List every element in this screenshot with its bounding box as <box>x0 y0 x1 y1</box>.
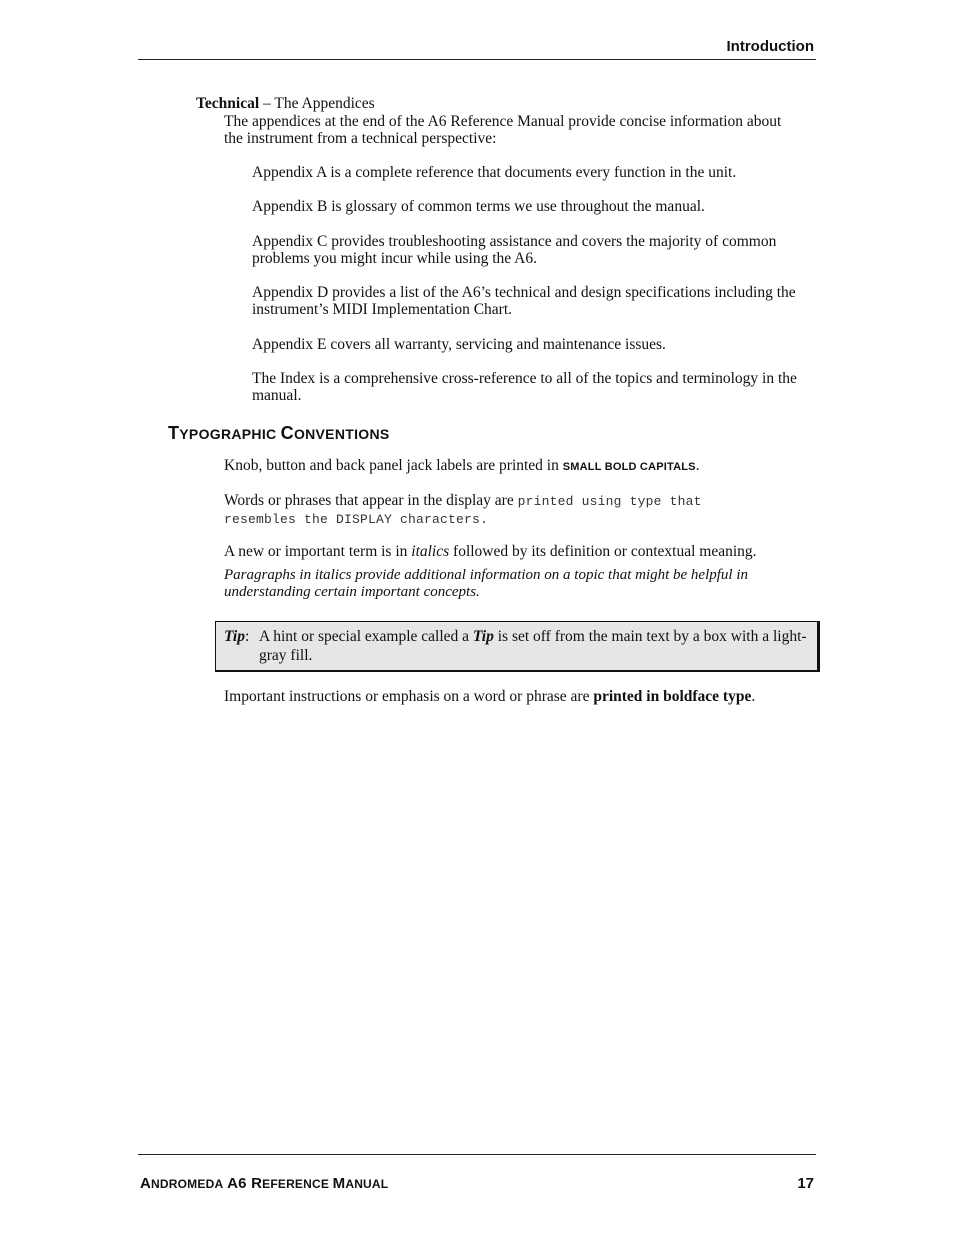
technical-heading <box>196 95 796 112</box>
display-type-sample-line1: printed using type that <box>517 494 702 509</box>
technical-subtitle: – The Appendices <box>259 95 375 112</box>
appendix-d-item: Appendix D provides a list of the A6’s technical and design specifications including the instrument’s MIDI Implementation Chart. <box>252 284 796 318</box>
appendix-a-item: Appendix A is a complete reference that documents every function in the unit. <box>252 164 737 181</box>
index-item: The Index is a comprehensive cross-reference to all of the topics and terminology in the manual. <box>252 370 797 404</box>
footer-rule <box>138 1154 816 1155</box>
tip-box <box>215 621 820 672</box>
tip-label: Tip: <box>224 628 250 645</box>
appendix-b-item: Appendix B is glossary of common terms we use throughout the manual. <box>252 198 705 215</box>
section-heading-typographic-conventions: TYPOGRAPHIC CONVENTIONS <box>168 423 390 443</box>
italics-convention: A new or important term is in italics followed by its definition or contextual meaning. <box>224 543 757 560</box>
page-number: 17 <box>797 1175 814 1192</box>
appendix-e-item: Appendix E covers all warranty, servicing and maintenance issues. <box>252 336 666 353</box>
display-type-convention: Words or phrases that appear in the display are printed using type that resembles the DISPLAY characters. <box>224 492 702 527</box>
footer-manual-title: ANDROMEDA A6 REFERENCE MANUAL <box>140 1175 389 1192</box>
technical-intro: The appendices at the end of the A6 Reference Manual provide concise information about the instrument from a technical perspective: <box>224 113 782 147</box>
boldface-convention: Important instructions or emphasis on a word or phrase are printed in boldface type. <box>224 688 756 705</box>
small-bold-capitals-sample: SMALL BOLD CAPITALS <box>562 461 696 473</box>
display-type-sample-line2: resembles the DISPLAY characters. <box>224 512 489 527</box>
running-header-title: Introduction <box>726 38 814 55</box>
small-caps-convention: Knob, button and back panel jack labels are printed in SMALL BOLD CAPITALS. <box>224 457 700 474</box>
appendix-c-item: Appendix C provides troubleshooting assistance and covers the majority of common problems you might incur while using the A6. <box>252 233 777 267</box>
technical-label: Technical <box>196 95 260 112</box>
header-rule <box>138 59 816 60</box>
tip-text: A hint or special example called a Tip is set off from the main text by a box with a light-gray fill. <box>259 628 807 664</box>
italic-paragraph-convention: Paragraphs in italics provide additional information on a topic that might be helpful in understanding certain important concepts. <box>224 567 749 600</box>
